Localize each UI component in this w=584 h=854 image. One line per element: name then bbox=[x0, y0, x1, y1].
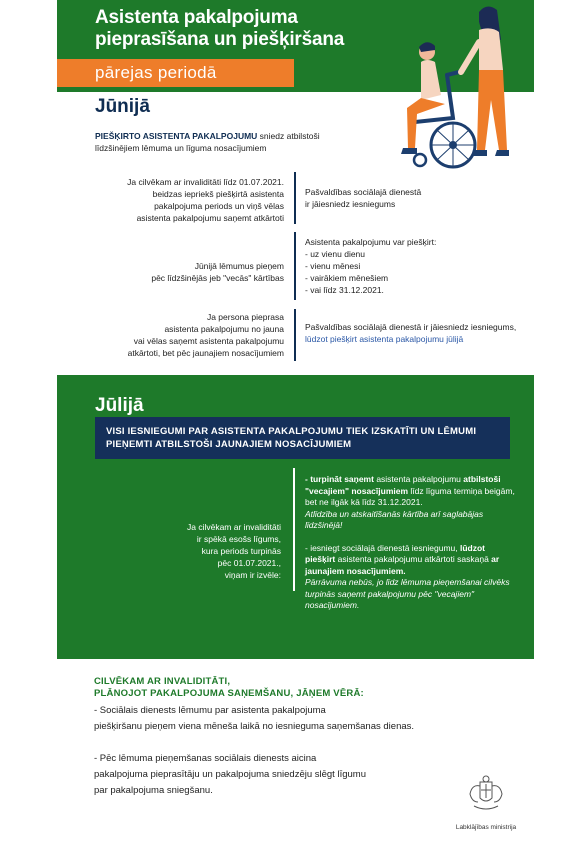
june-row-1-action: Pašvaldības sociālajā dienestā ir jāiesniedz iesniegums bbox=[305, 187, 422, 209]
ministry-logo bbox=[441, 772, 531, 831]
july-notice-text: VISI IESNIEGUMI PAR ASISTENTA PAKALPOJUMU TIEK IZSKATĪTI UN LĒMUMI PIEŅEMTI ATBILSTOŠI JAUNAJIEM NOSACĪJUMIEM bbox=[106, 426, 477, 450]
june-row-2-options: Asistenta pakalpojumu var piešķirt: - uz vienu dienu - vienu mēnesi - vairākiem mēnešiem - vai līdz 31.12.2021. bbox=[305, 237, 437, 295]
july-section bbox=[57, 375, 534, 659]
july-notice-box bbox=[95, 417, 510, 459]
notes-heading: CILVĒKAM AR INVALIDITĀTI, PLĀNOJOT PAKALPOJUMA SAŅEMŠANU, JĀŅEM VĒRĀ: bbox=[94, 676, 364, 699]
july-condition: Ja cilvēkam ar invaliditāti ir spēkā esošs līgums, kura periods turpinās pēc 01.07.2021., viņam ir izvēle: bbox=[186, 522, 281, 580]
ministry-name: Labklājības ministrija bbox=[455, 824, 517, 831]
june-row-3-action: Pašvaldības sociālajā dienestā ir jāiesniedz iesniegums, lūdzot piešķirt asistenta pakalpojumu jūlijā bbox=[305, 322, 517, 344]
june-row-1-condition: Ja cilvēkam ar invaliditāti līdz 01.07.2021. beidzas iepriekš piešķirtā asistenta pakalpojuma periods un viņš vēlas asistenta pakalpojumu saņemt atkārtoti bbox=[127, 177, 284, 223]
june-row-1 bbox=[57, 170, 534, 230]
june-row-1-divider bbox=[294, 172, 296, 224]
july-option-continue: - turpināt saņemt asistenta pakalpojumu atbilstoši "vecajiem" nosacījumiem līdz līguma termiņa beigām, bet ne ilgāk kā līdz 31.12.2021. Atlīdzība un atskaitīšanās kārtība arī saglabājas līdzšinējā! bbox=[305, 474, 515, 530]
june-row-3-divider bbox=[294, 309, 296, 361]
june-row-2 bbox=[57, 230, 534, 302]
page-title: Asistenta pakalpojuma pieprasīšana un piešķiršana bbox=[95, 7, 345, 50]
june-row-3 bbox=[57, 305, 534, 365]
infographic-page bbox=[57, 0, 534, 854]
request-july-link: lūdzot piešķirt asistenta pakalpojumu jūlijā bbox=[305, 334, 464, 344]
june-intro: PIEŠĶIRTO ASISTENTA PAKALPOJUMU sniedz atbilstoši līdzšinējiem lēmuma un līguma nosacījumiem bbox=[95, 131, 320, 153]
period-banner-label: pārejas periodā bbox=[95, 63, 217, 82]
coat-of-arms-icon bbox=[464, 772, 508, 816]
note-contract: - Pēc lēmuma pieņemšanas sociālais dienests aicina pakalpojuma pieprasītāju un pakalpojuma sniedzēju slēgt līgumu par pakalpojuma sniegšanu. bbox=[94, 753, 366, 796]
july-options bbox=[305, 474, 517, 623]
june-row-2-condition: Jūnijā lēmumus pieņem pēc līdzšinējās jeb "vecās" kārtības bbox=[151, 261, 284, 283]
july-option-reapply: - iesniegt sociālajā dienestā iesniegumu, lūdzot piešķirt asistenta pakalpojumu atkārtoti saskaņā ar jaunajiem nosacījumiem. Pārrāvuma nebūs, jo līdz lēmuma pieņemšanai cilvēks turpinās saņemt pakalpojumu pēc "vecajiem" nosacījumiem. bbox=[305, 542, 510, 610]
june-heading: Jūnijā bbox=[95, 96, 150, 117]
june-row-2-divider bbox=[294, 232, 296, 300]
july-heading: Jūlijā bbox=[95, 395, 144, 416]
june-row-3-condition: Ja persona pieprasa asistenta pakalpojumu no jauna vai vēlas saņemt asistenta pakalpojumu atkārtoti, bet pēc jaunajiem nosacījumiem bbox=[127, 312, 284, 358]
wheelchair-illustration bbox=[375, 0, 534, 180]
period-banner bbox=[57, 59, 294, 87]
note-decision-time: - Sociālais dienests lēmumu par asistenta pakalpojuma piešķiršanu pieņem viena mēneša laikā no iesnieguma saņemšanas dienas. bbox=[94, 705, 415, 732]
july-divider bbox=[293, 468, 295, 591]
